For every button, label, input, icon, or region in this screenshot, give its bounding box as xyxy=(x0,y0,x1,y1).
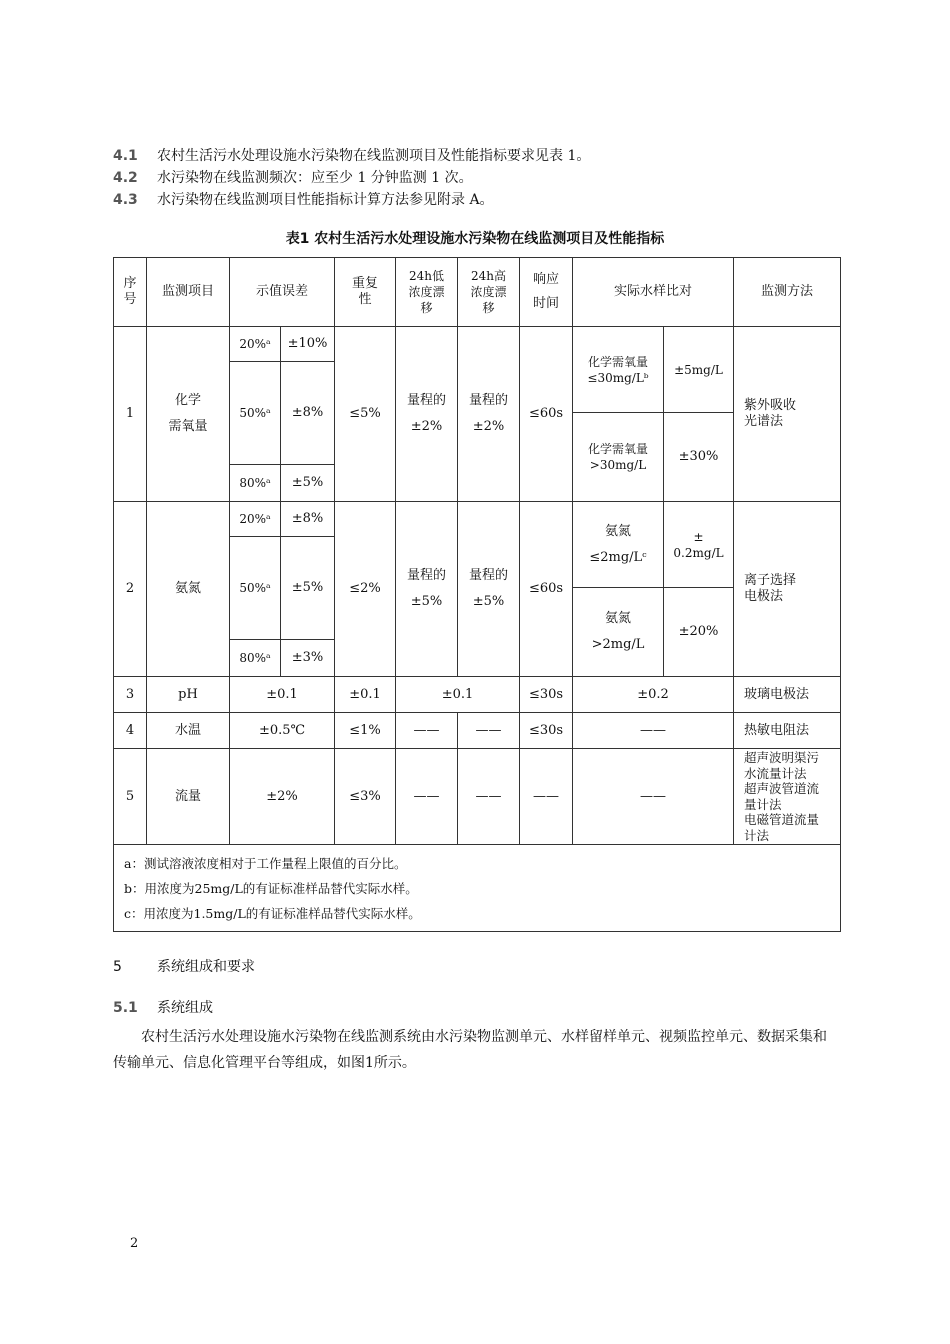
cod-repeat: ≤5% xyxy=(335,327,396,502)
ph-drift: ±0.1 xyxy=(396,677,520,713)
section-number: 5.1 xyxy=(113,1000,138,1016)
performance-table xyxy=(113,257,841,932)
header-error: 示值误差 xyxy=(230,258,335,327)
flow-high-drift: —— xyxy=(458,749,520,845)
clause-number: 4.1 xyxy=(113,148,138,164)
nh3-level-pct: 50%ᵃ xyxy=(230,537,281,640)
cod-high-drift: 量程的 ±2% xyxy=(458,327,520,502)
nh3-method: 离子选择 电极法 xyxy=(734,502,841,677)
nh3-low-drift: 量程的 ±5% xyxy=(396,502,458,677)
nh3-level-pct: 80%ᵃ xyxy=(230,640,281,677)
cod-cmp2-cond: 化学需氧量 >30mg/L xyxy=(573,413,664,502)
nh3-response: ≤60s xyxy=(520,502,573,677)
flow-repeat: ≤3% xyxy=(335,749,396,845)
nh3-cmp2-cond: 氨氮 >2mg/L xyxy=(573,588,664,677)
nh3-repeat: ≤2% xyxy=(335,502,396,677)
cod-response: ≤60s xyxy=(520,327,573,502)
nh3-item: 氨氮 xyxy=(147,502,230,677)
ph-repeat: ±0.1 xyxy=(335,677,396,713)
cod-level-err: ±10% xyxy=(281,327,335,362)
cod-level-err: ±8% xyxy=(281,362,335,465)
note-c: c：用浓度为1.5mg/L的有证标准样品替代实际水样。 xyxy=(124,905,421,921)
note-a: a：测试溶液浓度相对于工作量程上限值的百分比。 xyxy=(124,855,407,871)
table-notes xyxy=(114,845,841,932)
cod-cmp2-val: ±30% xyxy=(664,413,734,502)
nh3-level-err: ±3% xyxy=(281,640,335,677)
header-comparison: 实际水样比对 xyxy=(573,258,734,327)
nh3-level-err: ±8% xyxy=(281,502,335,537)
temp-method: 热敏电阻法 xyxy=(734,713,841,749)
nh3-high-drift: 量程的 ±5% xyxy=(458,502,520,677)
table-row xyxy=(114,749,841,845)
ph-method: 玻璃电极法 xyxy=(734,677,841,713)
note-b: b：用浓度为25mg/L的有证标准样品替代实际水样。 xyxy=(124,880,418,896)
flow-method: 超声波明渠污 水流量计法 超声波管道流 量计法 电磁管道流量 计法 xyxy=(734,749,841,845)
header-item: 监测项目 xyxy=(147,258,230,327)
clause-number: 4.2 xyxy=(113,170,138,186)
clause-text: 农村生活污水处理设施水污染物在线监测项目及性能指标要求见表 1。 xyxy=(157,148,591,164)
cod-method: 紫外吸收 光谱法 xyxy=(734,327,841,502)
flow-seq: 5 xyxy=(114,749,147,845)
flow-item: 流量 xyxy=(147,749,230,845)
paragraph-4-2 xyxy=(113,168,473,188)
table-row xyxy=(114,502,841,537)
cod-seq: 1 xyxy=(114,327,147,502)
flow-error: ±2% xyxy=(230,749,335,845)
cod-level-pct: 80%ᵃ xyxy=(230,465,281,502)
ph-comparison: ±0.2 xyxy=(573,677,734,713)
flow-comparison: —— xyxy=(573,749,734,845)
temp-low-drift: —— xyxy=(396,713,458,749)
temp-high-drift: —— xyxy=(458,713,520,749)
paragraph-4-3 xyxy=(113,190,494,210)
ph-item: pH xyxy=(147,677,230,713)
header-low-drift: 24h低 浓度漂 移 xyxy=(396,258,458,327)
ph-response: ≤30s xyxy=(520,677,573,713)
clause-text: 水污染物在线监测项目性能指标计算方法参见附录 A。 xyxy=(157,192,494,208)
table-row xyxy=(114,677,841,713)
cod-level-err: ±5% xyxy=(281,465,335,502)
ph-seq: 3 xyxy=(114,677,147,713)
section-5-1-heading xyxy=(113,997,213,1017)
nh3-level-err: ±5% xyxy=(281,537,335,640)
section-5-heading xyxy=(113,956,255,976)
flow-response: —— xyxy=(520,749,573,845)
table-notes-row xyxy=(114,845,841,932)
clause-number: 4.3 xyxy=(113,192,138,208)
table-row xyxy=(114,327,841,362)
header-repeat: 重复 性 xyxy=(335,258,396,327)
page-number: 2 xyxy=(130,1236,139,1251)
ph-error: ±0.1 xyxy=(230,677,335,713)
nh3-level-pct: 20%ᵃ xyxy=(230,502,281,537)
header-method: 监测方法 xyxy=(734,258,841,327)
temp-repeat: ≤1% xyxy=(335,713,396,749)
cod-level-pct: 20%ᵃ xyxy=(230,327,281,362)
cod-cmp1-cond: 化学需氧量 ≤30mg/Lᵇ xyxy=(573,327,664,413)
flow-low-drift: —— xyxy=(396,749,458,845)
temp-comparison: —— xyxy=(573,713,734,749)
section-title: 系统组成和要求 xyxy=(157,959,255,975)
cod-low-drift: 量程的 ±2% xyxy=(396,327,458,502)
table-header-row xyxy=(114,258,841,327)
cod-cmp1-val: ±5mg/L xyxy=(664,327,734,413)
section-number: 5 xyxy=(113,959,122,975)
header-seq: 序 号 xyxy=(114,258,147,327)
nh3-cmp1-cond: 氨氮 ≤2mg/Lᶜ xyxy=(573,502,664,588)
table-caption: 表1 农村生活污水处理设施水污染物在线监测项目及性能指标 xyxy=(285,231,665,247)
temp-seq: 4 xyxy=(114,713,147,749)
nh3-seq: 2 xyxy=(114,502,147,677)
cod-level-pct: 50%ᵃ xyxy=(230,362,281,465)
temp-response: ≤30s xyxy=(520,713,573,749)
table-row xyxy=(114,713,841,749)
paragraph-4-1 xyxy=(113,146,590,166)
temp-item: 水温 xyxy=(147,713,230,749)
temp-error: ±0.5℃ xyxy=(230,713,335,749)
clause-text: 水污染物在线监测频次：应至少 1 分钟监测 1 次。 xyxy=(157,170,473,186)
cod-item: 化学 需氧量 xyxy=(147,327,230,502)
header-response: 响应 时间 xyxy=(520,258,573,327)
nh3-cmp1-val: ± 0.2mg/L xyxy=(664,502,734,588)
nh3-cmp2-val: ±20% xyxy=(664,588,734,677)
body-paragraph: 农村生活污水处理设施水污染物在线监测系统由水污染物监测单元、水样留样单元、视频监控单元、数据采集和传输单元、信息化管理平台等组成，如图1所示。 xyxy=(113,1029,827,1071)
section-title: 系统组成 xyxy=(157,1000,213,1016)
header-high-drift: 24h高 浓度漂 移 xyxy=(458,258,520,327)
